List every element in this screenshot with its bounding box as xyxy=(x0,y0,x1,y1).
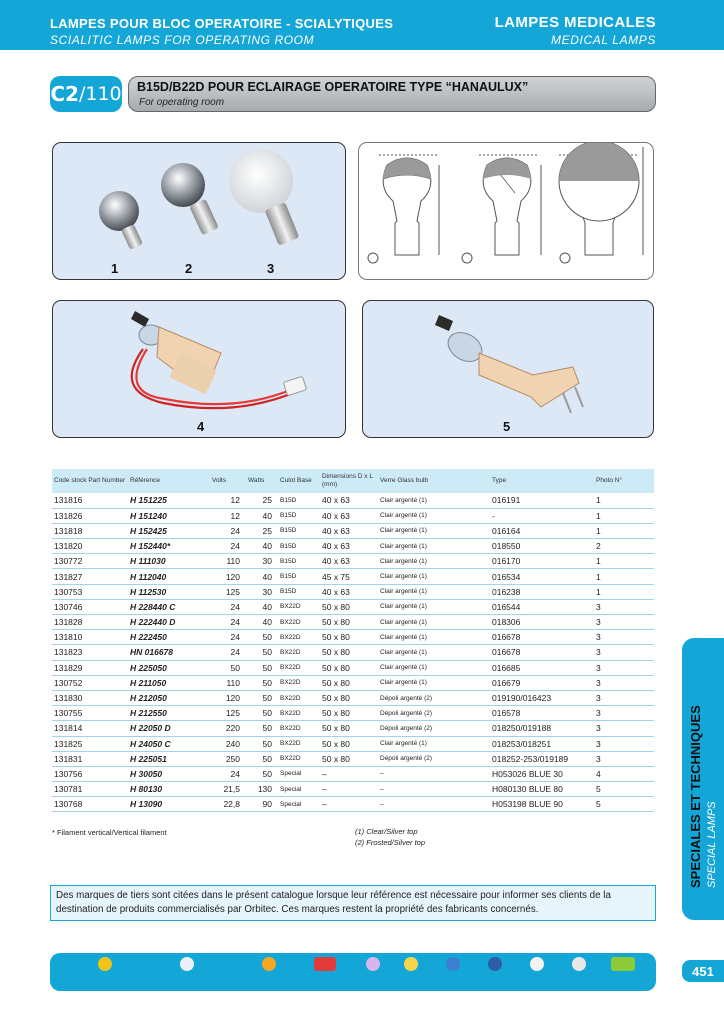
cell-volts: 50 xyxy=(210,660,246,675)
laser-icon xyxy=(530,957,544,971)
cell-reference: H 222450 xyxy=(128,630,210,645)
header-left-subtitle: SCIALITIC LAMPS FOR OPERATING ROOM xyxy=(50,33,315,47)
cell-watts: 40 xyxy=(246,569,278,584)
glass-note-clear: (1) Clear/Silver top xyxy=(355,827,418,836)
cell-type: 016679 xyxy=(490,675,594,690)
cell-type: 018253/018251 xyxy=(490,736,594,751)
cell-watts: 30 xyxy=(246,554,278,569)
header-left-title: LAMPES POUR BLOC OPERATOIRE - SCIALYTIQUES xyxy=(50,16,394,31)
col-header-part-number: Code stock Part Number xyxy=(54,477,126,484)
cell-reference: H 151240 xyxy=(128,508,210,523)
section-title: B15D/B22D POUR ECLAIRAGE OPERATOIRE TYPE “HANAULUX” xyxy=(137,80,529,94)
cell-dimensions: 50 x 80 xyxy=(320,630,378,645)
photo-panel-lamp-4 xyxy=(52,300,346,438)
cell-base: B15D xyxy=(278,569,320,584)
cell-type: 016544 xyxy=(490,599,594,614)
page-number: 451 xyxy=(682,960,724,982)
diagram-panel xyxy=(358,142,654,280)
cell-dimensions: 50 x 80 xyxy=(320,706,378,721)
cell-base: BX22D xyxy=(278,690,320,705)
cell-type: H053026 BLUE 30 xyxy=(490,766,594,781)
cell-watts: 50 xyxy=(246,766,278,781)
cell-volts: 110 xyxy=(210,675,246,690)
halogen-icon xyxy=(262,957,276,971)
cell-base: BX22D xyxy=(278,645,320,660)
footer-icon-3 xyxy=(244,957,294,971)
cell-part-number: 130756 xyxy=(52,766,128,781)
cell-dimensions: – xyxy=(320,782,378,797)
cell-glass-bulb: Dépoli argenté (2) xyxy=(378,706,490,721)
cell-volts: 24 xyxy=(210,766,246,781)
cell-glass-bulb: Clair argenté (1) xyxy=(378,569,490,584)
cell-base: BX22D xyxy=(278,736,320,751)
cell-volts: 21,5 xyxy=(210,782,246,797)
cell-photo-number: 3 xyxy=(594,721,654,736)
cell-watts: 50 xyxy=(246,736,278,751)
cell-reference: H 212550 xyxy=(128,706,210,721)
cell-reference: H 80130 xyxy=(128,782,210,797)
cell-type: H053198 BLUE 90 xyxy=(490,797,594,812)
cell-photo-number: 3 xyxy=(594,660,654,675)
spot-icon xyxy=(404,957,418,971)
cell-base: B15D xyxy=(278,539,320,554)
table-row xyxy=(52,554,654,569)
cell-volts: 12 xyxy=(210,493,246,508)
cell-dimensions: 50 x 80 xyxy=(320,599,378,614)
cell-watts: 50 xyxy=(246,675,278,690)
cell-part-number: 130746 xyxy=(52,599,128,614)
table-row xyxy=(52,539,654,554)
table-row xyxy=(52,751,654,766)
cell-base: BX22D xyxy=(278,751,320,766)
cell-part-number: 131827 xyxy=(52,569,128,584)
cell-photo-number: 3 xyxy=(594,599,654,614)
cell-dimensions: 50 x 80 xyxy=(320,736,378,751)
cell-watts: 50 xyxy=(246,645,278,660)
table-row xyxy=(52,508,654,523)
col-header-base: Culot Base xyxy=(280,477,312,484)
cell-glass-bulb: Dépoli argenté (2) xyxy=(378,690,490,705)
cell-dimensions: 40 x 63 xyxy=(320,508,378,523)
table-row xyxy=(52,766,654,781)
col-header-watts: Watts xyxy=(248,477,265,484)
lamp-spec-table xyxy=(52,469,654,812)
cell-volts: 24 xyxy=(210,645,246,660)
cell-volts: 24 xyxy=(210,539,246,554)
glass-note-frosted: (2) Frosted/Silver top xyxy=(355,838,426,847)
cell-photo-number: 1 xyxy=(594,523,654,538)
cell-dimensions: – xyxy=(320,766,378,781)
cell-part-number: 130781 xyxy=(52,782,128,797)
globe-icon xyxy=(446,957,460,971)
footer-icon-4 xyxy=(300,957,350,971)
page-header xyxy=(0,0,724,50)
photo-label-4: 4 xyxy=(197,419,205,434)
cell-watts: 25 xyxy=(246,523,278,538)
side-tab-subtitle: SPECIAL LAMPS xyxy=(706,801,718,888)
cell-type: 016678 xyxy=(490,630,594,645)
cell-glass-bulb: Clair argenté (1) xyxy=(378,630,490,645)
cell-glass-bulb: Dépoli argenté (2) xyxy=(378,751,490,766)
cell-part-number: 131831 xyxy=(52,751,128,766)
cell-photo-number: 3 xyxy=(594,706,654,721)
col-header-reference: Référence xyxy=(130,477,160,484)
cell-watts: 25 xyxy=(246,493,278,508)
cell-watts: 50 xyxy=(246,630,278,645)
cell-type: - xyxy=(490,508,594,523)
cell-glass-bulb: Clair argenté (1) xyxy=(378,523,490,538)
cell-type: 016578 xyxy=(490,706,594,721)
cell-volts: 12 xyxy=(210,508,246,523)
cell-part-number: 131820 xyxy=(52,539,128,554)
table-row xyxy=(52,584,654,599)
photo-label-1: 1 xyxy=(111,261,119,276)
cell-type: 016191 xyxy=(490,493,594,508)
cell-glass-bulb: Clair argenté (1) xyxy=(378,539,490,554)
cell-reference: H 225050 xyxy=(128,660,210,675)
cell-type: 016170 xyxy=(490,554,594,569)
col-header-dimensions: Dimensions D x L (mm) xyxy=(322,473,373,488)
cell-photo-number: 1 xyxy=(594,554,654,569)
cell-glass-bulb: Clair argenté (1) xyxy=(378,615,490,630)
cell-reference: H 112040 xyxy=(128,569,210,584)
cell-dimensions: 45 x 75 xyxy=(320,569,378,584)
cell-watts: 30 xyxy=(246,584,278,599)
cell-volts: 125 xyxy=(210,706,246,721)
cell-base: BX22D xyxy=(278,706,320,721)
cell-photo-number: 3 xyxy=(594,630,654,645)
cell-type: 016685 xyxy=(490,660,594,675)
cell-type: 018550 xyxy=(490,539,594,554)
cell-base: B15D xyxy=(278,554,320,569)
cell-reference: H 151225 xyxy=(128,493,210,508)
led-icon xyxy=(314,957,336,971)
cell-photo-number: 1 xyxy=(594,508,654,523)
cell-volts: 220 xyxy=(210,721,246,736)
cell-glass-bulb: Clair argenté (1) xyxy=(378,584,490,599)
table-row xyxy=(52,599,654,614)
cell-photo-number: 2 xyxy=(594,539,654,554)
cell-dimensions: 40 x 63 xyxy=(320,539,378,554)
table-row xyxy=(52,706,654,721)
trademark-disclaimer: Des marques de tiers sont citées dans le présent catalogue lorsque leur référence est nécessaire pour informer ses clients de la destination de produits commercialisés par Orbitec. Ces marques restent la propriété des fabricants concernés. xyxy=(50,885,656,921)
header-right-title: LAMPES MEDICALES xyxy=(494,14,656,31)
cell-dimensions: 40 x 63 xyxy=(320,554,378,569)
cell-part-number: 131810 xyxy=(52,630,128,645)
cell-photo-number: 3 xyxy=(594,736,654,751)
table-header-row xyxy=(52,469,654,493)
footer-icon-2 xyxy=(162,957,212,971)
cell-reference: H 222440 D xyxy=(128,615,210,630)
cell-base: B15D xyxy=(278,493,320,508)
cell-photo-number: 3 xyxy=(594,615,654,630)
col-header-glass-bulb: Verre Glass bulb xyxy=(380,477,429,484)
cell-volts: 240 xyxy=(210,736,246,751)
cell-dimensions: 50 x 80 xyxy=(320,721,378,736)
table-row xyxy=(52,660,654,675)
cell-reference: H 13090 xyxy=(128,797,210,812)
cell-watts: 50 xyxy=(246,706,278,721)
cell-volts: 120 xyxy=(210,690,246,705)
cell-part-number: 130752 xyxy=(52,675,128,690)
cell-glass-bulb: Clair argenté (1) xyxy=(378,660,490,675)
section-subtitle: For operating room xyxy=(139,97,225,108)
cell-watts: 50 xyxy=(246,690,278,705)
cell-part-number: 130768 xyxy=(52,797,128,812)
cell-type: 018252-253/019189 xyxy=(490,751,594,766)
cell-base: B15D xyxy=(278,508,320,523)
cell-photo-number: 4 xyxy=(594,766,654,781)
cell-watts: 40 xyxy=(246,599,278,614)
cell-watts: 40 xyxy=(246,615,278,630)
photo-label-2: 2 xyxy=(185,261,193,276)
ce-mark-icon xyxy=(488,957,502,971)
cell-photo-number: 5 xyxy=(594,797,654,812)
cell-base: BX22D xyxy=(278,660,320,675)
cell-photo-number: 1 xyxy=(594,584,654,599)
cell-type: 018250/019188 xyxy=(490,721,594,736)
cell-base: BX22D xyxy=(278,630,320,645)
cell-part-number: 130755 xyxy=(52,706,128,721)
cell-dimensions: 50 x 80 xyxy=(320,675,378,690)
footer-icon-1 xyxy=(80,957,130,971)
cell-photo-number: 3 xyxy=(594,690,654,705)
filament-note: * Filament vertical/Vertical filament xyxy=(52,828,167,837)
cell-photo-number: 1 xyxy=(594,493,654,508)
cell-part-number: 131830 xyxy=(52,690,128,705)
cell-reference: H 152425 xyxy=(128,523,210,538)
cell-part-number: 131823 xyxy=(52,645,128,660)
cell-watts: 90 xyxy=(246,797,278,812)
cell-type: 018306 xyxy=(490,615,594,630)
cell-glass-bulb: Dépoli argenté (2) xyxy=(378,721,490,736)
table-row xyxy=(52,630,654,645)
cell-base: B15D xyxy=(278,523,320,538)
cell-glass-bulb: – xyxy=(378,766,490,781)
cell-base: BX22D xyxy=(278,615,320,630)
cell-dimensions: 40 x 63 xyxy=(320,584,378,599)
cell-watts: 130 xyxy=(246,782,278,797)
table-row xyxy=(52,569,654,584)
cell-glass-bulb: Clair argenté (1) xyxy=(378,645,490,660)
cell-glass-bulb: Clair argenté (1) xyxy=(378,493,490,508)
cell-reference: H 30050 xyxy=(128,766,210,781)
section-code-badge xyxy=(50,76,122,112)
cell-volts: 22,8 xyxy=(210,797,246,812)
cell-reference: H 212050 xyxy=(128,690,210,705)
cell-volts: 250 xyxy=(210,751,246,766)
cell-dimensions: 50 x 80 xyxy=(320,751,378,766)
cell-volts: 24 xyxy=(210,523,246,538)
cell-part-number: 131816 xyxy=(52,493,128,508)
cell-base: B15D xyxy=(278,584,320,599)
cell-photo-number: 3 xyxy=(594,645,654,660)
lamp-4-image xyxy=(53,301,346,438)
section-code-bold: C2 xyxy=(50,82,79,106)
cell-reference: H 225051 xyxy=(128,751,210,766)
cell-dimensions: 40 x 63 xyxy=(320,523,378,538)
bulb-dimension-diagram xyxy=(359,143,654,280)
cell-part-number: 131818 xyxy=(52,523,128,538)
table-row xyxy=(52,797,654,812)
cell-watts: 40 xyxy=(246,539,278,554)
cell-reference: H 24050 C xyxy=(128,736,210,751)
bulbs-photo-image xyxy=(53,143,346,280)
cell-photo-number: 5 xyxy=(594,782,654,797)
cell-volts: 24 xyxy=(210,599,246,614)
cell-volts: 24 xyxy=(210,615,246,630)
cell-type: 016164 xyxy=(490,523,594,538)
cell-glass-bulb: Clair argenté (1) xyxy=(378,599,490,614)
protection-icon xyxy=(572,957,586,971)
table-row xyxy=(52,523,654,538)
photo-label-3: 3 xyxy=(267,261,275,276)
table-row xyxy=(52,493,654,508)
cell-glass-bulb: Clair argenté (1) xyxy=(378,554,490,569)
cell-reference: H 152440* xyxy=(128,539,210,554)
photo-label-5: 5 xyxy=(503,419,511,434)
table-row xyxy=(52,645,654,660)
cell-dimensions: 50 x 80 xyxy=(320,645,378,660)
table-row xyxy=(52,721,654,736)
cell-watts: 40 xyxy=(246,508,278,523)
cell-photo-number: 1 xyxy=(594,569,654,584)
cell-dimensions: 40 x 63 xyxy=(320,493,378,508)
cell-base: Special xyxy=(278,782,320,797)
bulb-1 xyxy=(99,191,143,250)
cell-glass-bulb: Clair argenté (1) xyxy=(378,508,490,523)
table-row xyxy=(52,736,654,751)
flash-icon xyxy=(366,957,380,971)
photo-panel-bulbs xyxy=(52,142,346,280)
cell-volts: 24 xyxy=(210,630,246,645)
cell-part-number: 131829 xyxy=(52,660,128,675)
lamp-5-image xyxy=(363,301,654,438)
cell-part-number: 130772 xyxy=(52,554,128,569)
cell-dimensions: – xyxy=(320,797,378,812)
table-row xyxy=(52,675,654,690)
side-tab-title: SPECIALES ET TECHNIQUES xyxy=(688,705,703,888)
cell-base: Special xyxy=(278,797,320,812)
cell-type: 016238 xyxy=(490,584,594,599)
cell-base: BX22D xyxy=(278,675,320,690)
bulb-3 xyxy=(229,149,299,246)
lamp-icon xyxy=(180,957,194,971)
cell-part-number: 130753 xyxy=(52,584,128,599)
photo-panel-lamp-5 xyxy=(362,300,654,438)
cell-base: BX22D xyxy=(278,721,320,736)
footer-icon-10 xyxy=(554,957,604,971)
cell-reference: H 22050 D xyxy=(128,721,210,736)
cell-glass-bulb: – xyxy=(378,797,490,812)
cell-watts: 50 xyxy=(246,751,278,766)
col-header-volts: Volts xyxy=(212,477,227,484)
table-body xyxy=(52,493,654,812)
cell-dimensions: 50 x 80 xyxy=(320,615,378,630)
cell-reference: H 228440 C xyxy=(128,599,210,614)
cell-base: BX22D xyxy=(278,599,320,614)
cell-part-number: 131814 xyxy=(52,721,128,736)
table-row xyxy=(52,782,654,797)
cell-type: 016534 xyxy=(490,569,594,584)
cell-glass-bulb: Clair argenté (1) xyxy=(378,675,490,690)
cell-dimensions: 50 x 80 xyxy=(320,660,378,675)
col-header-type: Type xyxy=(492,477,507,484)
cell-type: 019190/016423 xyxy=(490,690,594,705)
cell-watts: 50 xyxy=(246,660,278,675)
header-right-subtitle: MEDICAL LAMPS xyxy=(551,33,656,47)
table-row xyxy=(52,615,654,630)
section-side-tab xyxy=(682,638,724,920)
cell-watts: 50 xyxy=(246,721,278,736)
cell-volts: 110 xyxy=(210,554,246,569)
cell-dimensions: 50 x 80 xyxy=(320,690,378,705)
cell-reference: H 111030 xyxy=(128,554,210,569)
cell-reference: HN 016678 xyxy=(128,645,210,660)
col-header-photo-number: Photo N° xyxy=(596,477,623,484)
cell-part-number: 131828 xyxy=(52,615,128,630)
cell-type: 016678 xyxy=(490,645,594,660)
cell-part-number: 131826 xyxy=(52,508,128,523)
footer-icon-bar xyxy=(50,953,656,991)
cell-volts: 125 xyxy=(210,584,246,599)
footer-icon-11 xyxy=(598,957,648,971)
glass-notes xyxy=(355,826,425,848)
bulb-2 xyxy=(161,163,219,235)
cell-base: Special xyxy=(278,766,320,781)
cell-glass-bulb: – xyxy=(378,782,490,797)
new-product-icon xyxy=(611,957,635,971)
section-title-box xyxy=(128,76,656,112)
cell-photo-number: 3 xyxy=(594,675,654,690)
table-row xyxy=(52,690,654,705)
cell-type: H080130 BLUE 80 xyxy=(490,782,594,797)
cell-volts: 120 xyxy=(210,569,246,584)
cell-glass-bulb: Clair argenté (1) xyxy=(378,736,490,751)
cell-reference: H 211050 xyxy=(128,675,210,690)
cell-reference: H 112530 xyxy=(128,584,210,599)
cell-photo-number: 3 xyxy=(594,751,654,766)
section-code-rest: /110 xyxy=(78,83,122,105)
cell-part-number: 131825 xyxy=(52,736,128,751)
bulb-icon xyxy=(98,957,112,971)
